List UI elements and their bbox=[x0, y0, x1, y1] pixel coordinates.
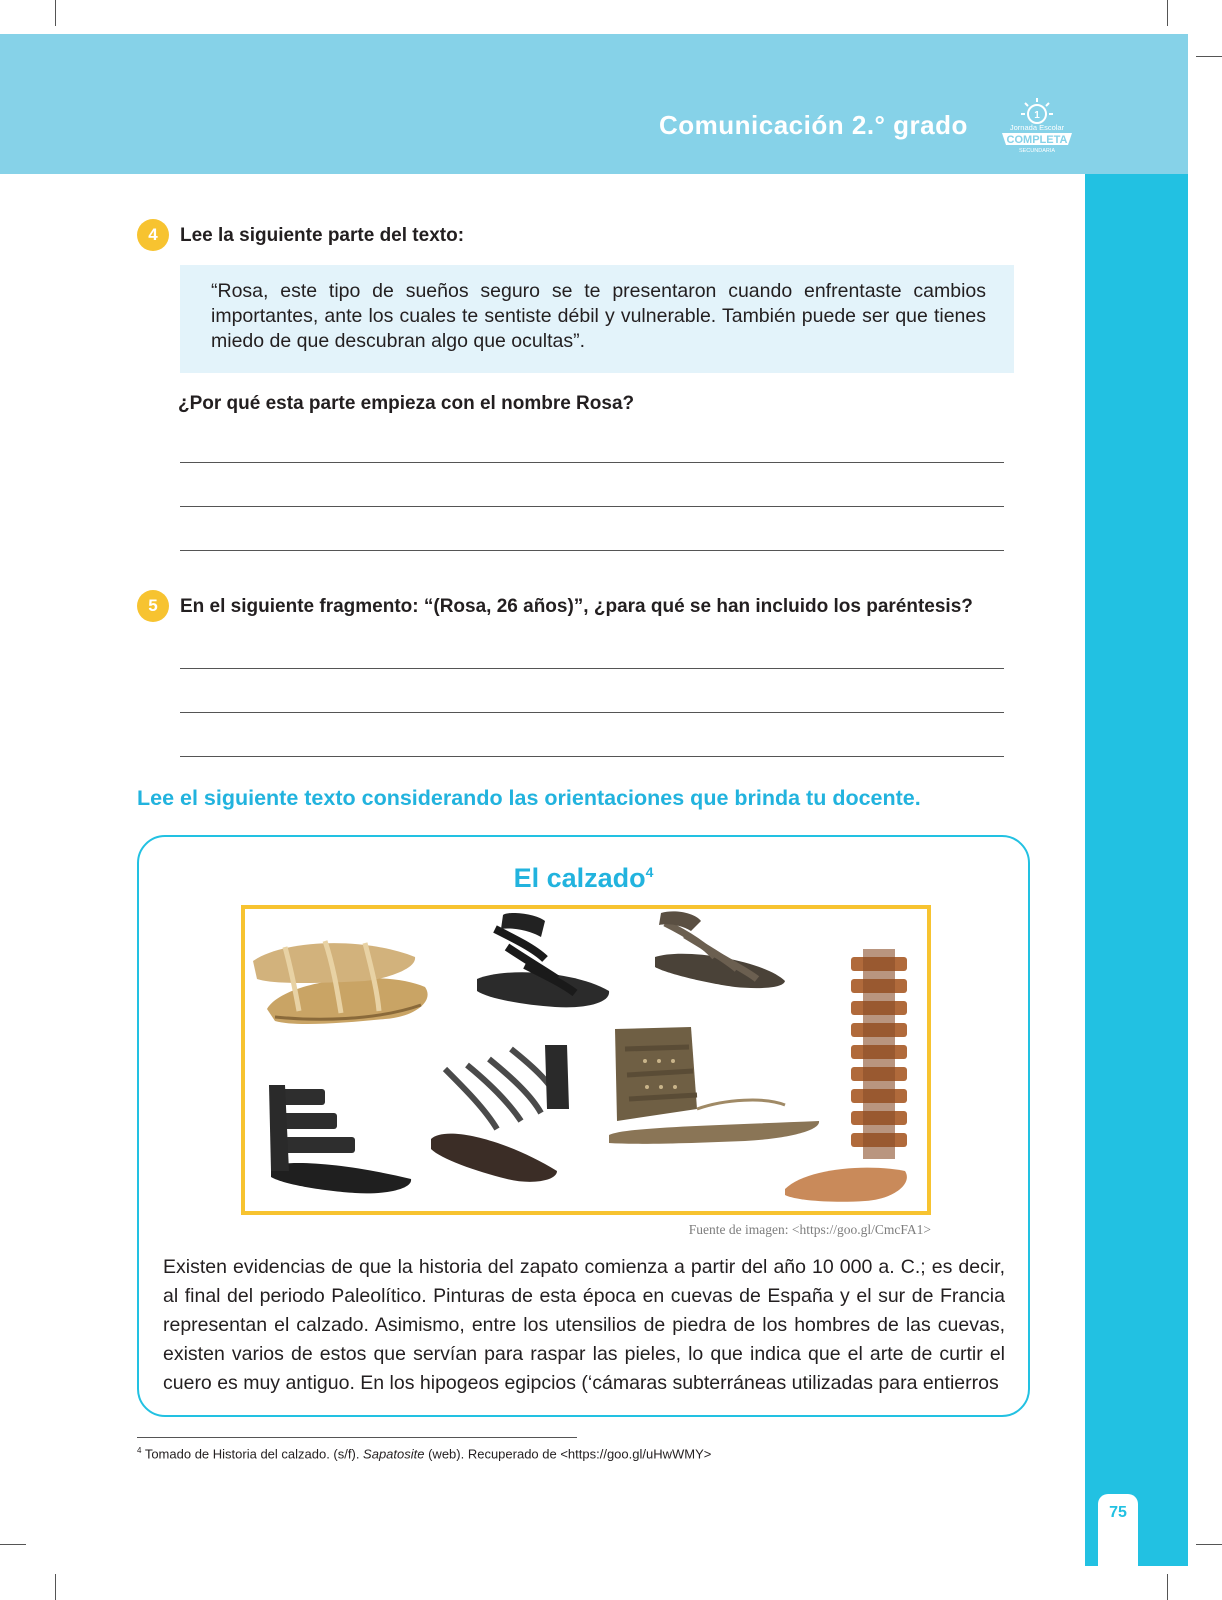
answer-line[interactable] bbox=[180, 550, 1004, 551]
reading-box bbox=[137, 835, 1030, 1417]
image-source: Fuente de imagen: <https://goo.gl/CmcFA1> bbox=[688, 1222, 931, 1237]
question-5-prompt: En el siguiente fragmento: “(Rosa, 26 años)”, ¿para qué se han incluido los paréntesis? bbox=[180, 596, 973, 617]
logo-bottom-text: SECUNDARIA bbox=[1018, 148, 1056, 154]
crop-mark bbox=[1167, 0, 1168, 26]
section-heading: Lee el siguiente texto considerando las orientaciones que brinda tu docente. bbox=[137, 786, 921, 810]
crop-mark bbox=[55, 1574, 56, 1600]
page-number: 75 bbox=[1109, 1504, 1127, 1521]
quote-box bbox=[180, 265, 1014, 373]
footnote-text-after: (web). Recuperado de <https://goo.gl/uHwWMY> bbox=[424, 1446, 712, 1462]
reading-title bbox=[139, 863, 1028, 894]
answer-line[interactable] bbox=[180, 756, 1004, 757]
footnote-mark: 4 bbox=[137, 1446, 142, 1455]
footnote-rule bbox=[137, 1437, 577, 1438]
jornada-completa-logo bbox=[998, 96, 1076, 154]
crop-mark bbox=[1196, 1544, 1222, 1545]
crop-mark bbox=[1196, 56, 1222, 57]
sandals-illustration bbox=[245, 909, 927, 1211]
question-5-badge: 5 bbox=[137, 590, 169, 622]
sandals-image bbox=[241, 905, 931, 1215]
logo-main-text: COMPLETA bbox=[1006, 134, 1068, 146]
crop-mark bbox=[1167, 1574, 1168, 1600]
sun-logo-icon bbox=[998, 96, 1076, 154]
question-4-question: ¿Por qué esta parte empieza con el nombre Rosa? bbox=[178, 393, 635, 414]
quote-text: “Rosa, este tipo de sueños seguro se te presentaron cuando enfrentaste cambios importantes, ante los cuales te sentiste débil y vulnerable. También puede ser que tienes miedo de que descubran algo que ocultas”. bbox=[211, 280, 986, 352]
question-4-prompt: Lee la siguiente parte del texto: bbox=[180, 225, 465, 246]
logo-top-text: Jornada Escolar bbox=[1009, 123, 1065, 132]
reading-title-footnote-mark: 4 bbox=[645, 864, 654, 880]
crop-mark bbox=[55, 0, 56, 26]
answer-line[interactable] bbox=[180, 668, 1004, 669]
answer-line[interactable] bbox=[180, 462, 1004, 463]
svg-text:1: 1 bbox=[1034, 110, 1040, 121]
footnote-text-before: Tomado de Historia del calzado. (s/f). bbox=[141, 1446, 364, 1462]
answer-line[interactable] bbox=[180, 506, 1004, 507]
reading-body: Existen evidencias de que la historia del zapato comienza a partir del año 10 000 a. C.; es decir, al final del periodo Paleolítico. Pinturas de esta época en cuevas de España y el sur de Francia representan el calzado. Asimismo, entre los utensilios de piedra de los hombres de las cuevas, existen varios de estos que servían para raspar las pieles, lo que indica que el arte de curtir el cuero es muy antiguo. En los hipogeos egipcios (‘cámaras subterráneas utilizadas para entierros bbox=[163, 1256, 1005, 1394]
footnote-italic: Sapatosite bbox=[363, 1446, 425, 1462]
footnote bbox=[137, 1446, 711, 1461]
side-bar bbox=[1085, 174, 1188, 1566]
page-title: Comunicación 2.° grado bbox=[659, 110, 968, 140]
reading-title-text: El calzado bbox=[513, 863, 646, 893]
answer-line[interactable] bbox=[180, 712, 1004, 713]
question-4-badge: 4 bbox=[137, 219, 169, 251]
crop-mark bbox=[0, 1544, 26, 1545]
